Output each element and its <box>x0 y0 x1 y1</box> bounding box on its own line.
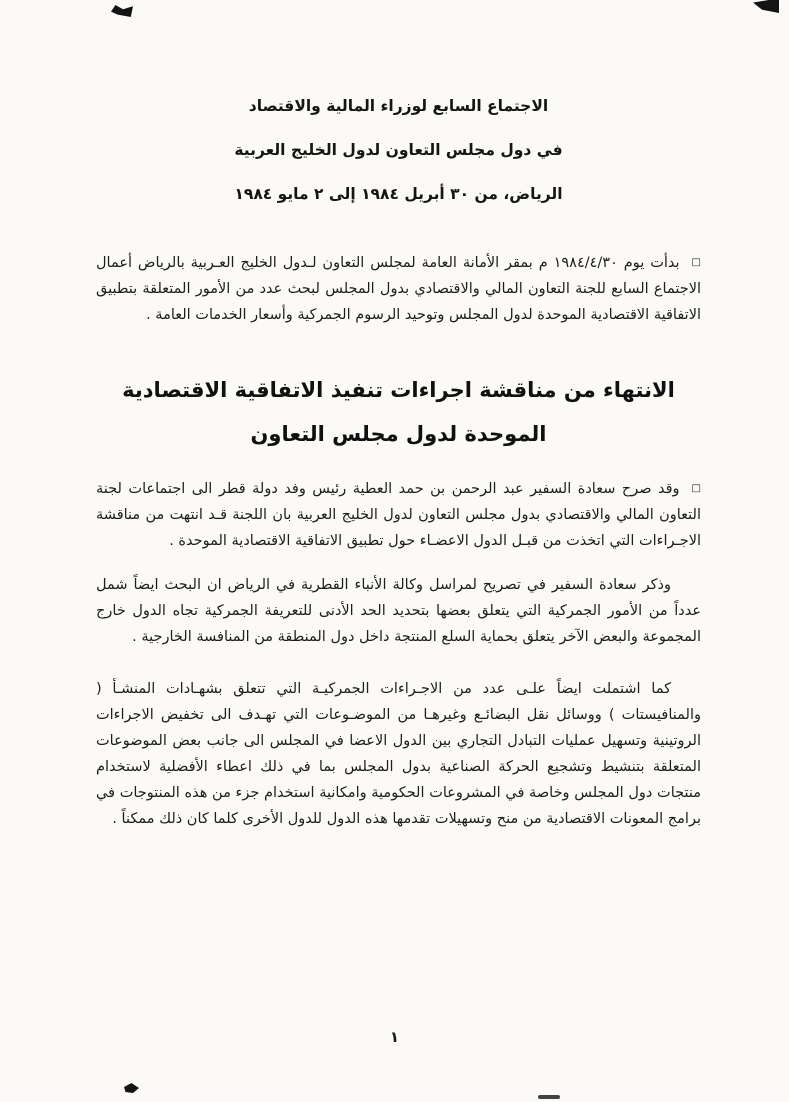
section-heading <box>96 368 701 456</box>
title-line-council: في دول مجلس التعاون لدول الخليج العربية <box>234 141 563 159</box>
scan-artifact-bottom-left <box>124 1083 139 1093</box>
paragraph-statement-text: وقد صرح سعادة السفير عبد الرحمن بن حمد العطية رئيس وفد دولة قطر الى اجتماعات لجنة التعاون المالي والاقتصادي بدول مجلس التعاون لدول الخليج العربية بان اللجنة قـد انتهت من مناقشة الاجـراءات التي اتخذت من قبـل الدول الاعضـاء حول تطبيق الاتفاقية الاقتصادية الموحدة . <box>96 481 701 549</box>
section-heading-line-2: الموحدة لدول مجلس التعاون <box>250 422 547 446</box>
paragraph-intro-text: بدأت يوم ١٩٨٤/٤/٣٠ م بمقر الأمانة العامة لمجلس التعاون لـدول الخليج العـربية بالرياض أعمال الاجتماع السابع للجنة التعاون المالي والاقتصادي بدول المجلس لبحث عدد من الأمور المتعلقة بتطبيق الاتفاقية الاقتصادية الموحدة لدول المجلس وتوحيد الرسوم الجمركية وأسعار الخدمات العامة . <box>96 255 701 323</box>
paragraph-intro <box>96 250 701 328</box>
square-bullet-icon: □ <box>691 257 701 268</box>
square-bullet-icon: □ <box>691 483 701 494</box>
title-line-date: الرياض، من ٣٠ أبريل ١٩٨٤ إلى ٢ مايو ١٩٨٤ <box>234 185 563 203</box>
title-line-meeting: الاجتماع السابع لوزراء المالية والاقتصاد <box>248 97 549 115</box>
document-title-block <box>96 84 701 216</box>
paragraph-statement <box>96 476 701 554</box>
section-heading-line-1: الانتهاء من مناقشة اجراءات تنفيذ الاتفاقية الاقتصادية <box>122 378 675 402</box>
paragraph-customs: وذكر سعادة السفير في تصريح لمراسل وكالة الأنباء القطرية في الرياض ان البحث ايضاً شمل عدداً من الأمور الجمركية التي يتعلق بعضها بتحديد الحد الأدنى للتعريفة الجمركية تجاه الدول خارج المجموعة والبعض الآخر يتعلق بحماية السلع المنتجة داخل دول المنطقة من المنافسة الخارجية . <box>96 577 701 645</box>
page-number: ١ <box>389 1028 400 1046</box>
paragraph-procedures: كما اشتملت ايضاً علـى عدد من الاجـراءات الجمركيـة التي تتعلق بشهـادات المنشـأ ( والمنافيستات ) ووسائل نقل البضائـع وغيرهـا من الموضـوعات التي تهـدف الى تخفيض الاجراءات الروتينية وتسهيل عمليات التبادل التجاري بين الدول الاعضا في المجلس الى جانب بعض الموضوعات المتعلقة بتنشيط وتشجيع الحركة الصناعية بدول المجلس بما في ذلك اعطاء الأفضلية لاستخدام منتجات دول المجلس وخاصة في المشروعات الحكومية وامكانية استخدام جزء من هذه المنتوجات في برامج المعونات الاقتصادية من منح وتسهيلات تقدمها هذه الدول للدول الأخرى كلما كان ذلك ممكناً . <box>96 681 701 827</box>
scan-artifact-bottom-center <box>538 1095 560 1099</box>
